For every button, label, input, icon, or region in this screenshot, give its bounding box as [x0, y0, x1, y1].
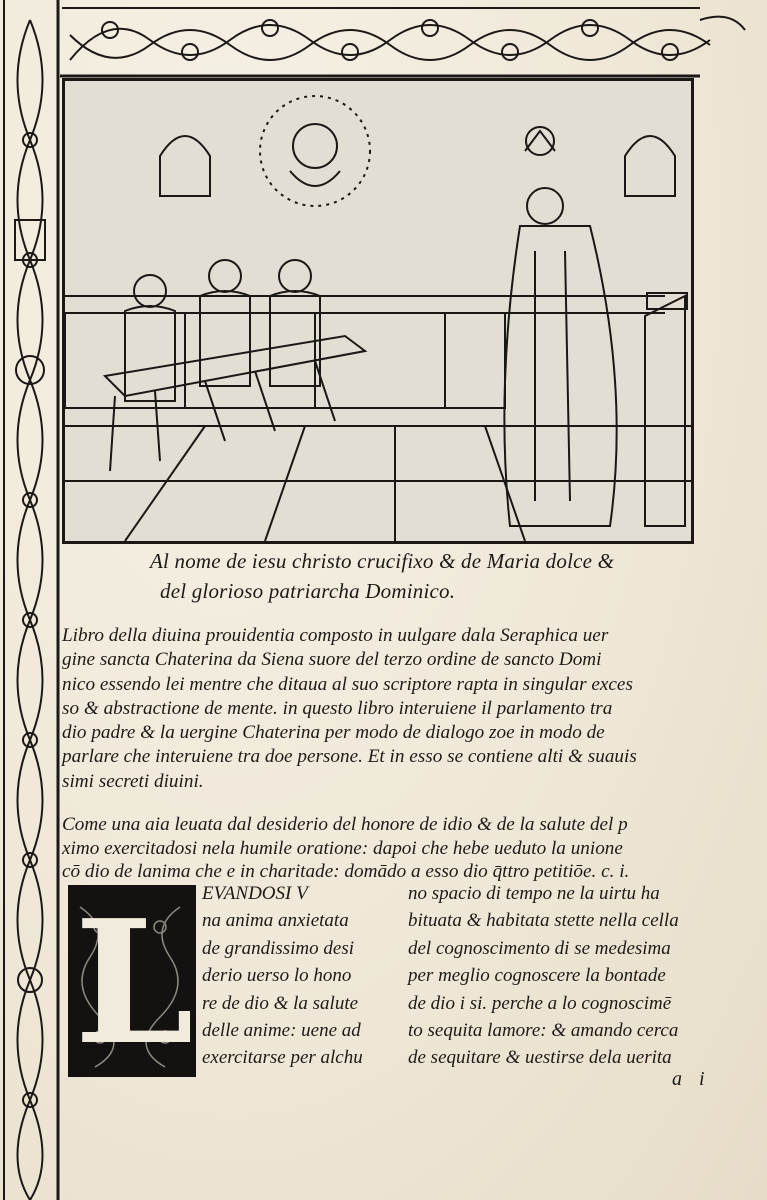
text-line: del cognoscimento di se medesima — [408, 937, 671, 959]
text-line: de grandissimo desi — [202, 937, 354, 959]
text-line: delle anime: uene ad — [202, 1020, 361, 1042]
text-line: de sequitare & uestirse dela uerita — [408, 1047, 672, 1069]
decorated-initial — [68, 883, 196, 1083]
text-line: cō dio de lanima che e in charitade: domādo a esso dio q̄ttro petitiōe. c. i. — [62, 861, 630, 883]
intro-paragraph — [62, 624, 742, 794]
text-line: exercitarse per alchu — [202, 1047, 363, 1069]
woodcut-scene — [65, 81, 691, 541]
text-line: parlare che interuiene tra doe persone. Et in esso se contiene alti & suauis — [62, 746, 637, 768]
chapter-heading — [62, 813, 752, 884]
text-line: nico essendo lei mentre che ditaua al suo scriptore rapta in singular exces — [62, 673, 633, 695]
text-line: gine sancta Chaterina da Siena suore del terzo ordine de sancto Domi — [62, 649, 602, 671]
text-line: EVANDOSI V — [202, 883, 308, 904]
text-line: de dio i si. perche a lo cognoscimē — [408, 992, 672, 1014]
text-line: dio padre & la uergine Chaterina per modo de dialogo zoe in modo de — [62, 722, 605, 744]
initial-letter: L — [74, 883, 194, 1083]
woodcut-illustration — [62, 78, 694, 544]
text-line: Libro della diuina prouidentia composto in uulgare dala Seraphica uer — [62, 625, 609, 646]
ornamental-border-left — [0, 0, 62, 1200]
text-line: re de dio & la salute — [202, 992, 359, 1014]
text-line: to sequita lamore: & amando cerca — [408, 1020, 679, 1042]
text-line: per meglio cognoscere la bontade — [408, 965, 666, 987]
text-line: bituata & habitata stette nella cella — [408, 910, 679, 932]
text-line: so & abstractione de mente. in questo libro interuiene il parlamento tra — [62, 697, 613, 719]
caption-line: del glorioso patriarcha Dominico. — [160, 579, 456, 603]
heading-caption — [150, 546, 670, 606]
caption-line: Al nome de iesu christo crucifixo & de Maria dolce & — [150, 549, 615, 573]
signature-mark: a i — [672, 1068, 711, 1090]
ornamental-border-top — [0, 0, 767, 80]
text-line: simi secreti diuini. — [62, 770, 204, 792]
text-line: Come una aia leuata dal desiderio del honore de idio & de la salute del p — [62, 814, 628, 835]
text-line: na anima anxietata — [202, 910, 349, 932]
text-line: no spacio di tempo ne la uirtu ha — [408, 883, 660, 904]
text-column-left — [202, 880, 402, 1072]
text-column-right — [408, 880, 758, 1072]
text-line: ximo exercitadosi nela humile oratione: dapoi che hebe ueduto la unione — [62, 837, 623, 859]
text-line: derio uerso lo hono — [202, 965, 352, 987]
